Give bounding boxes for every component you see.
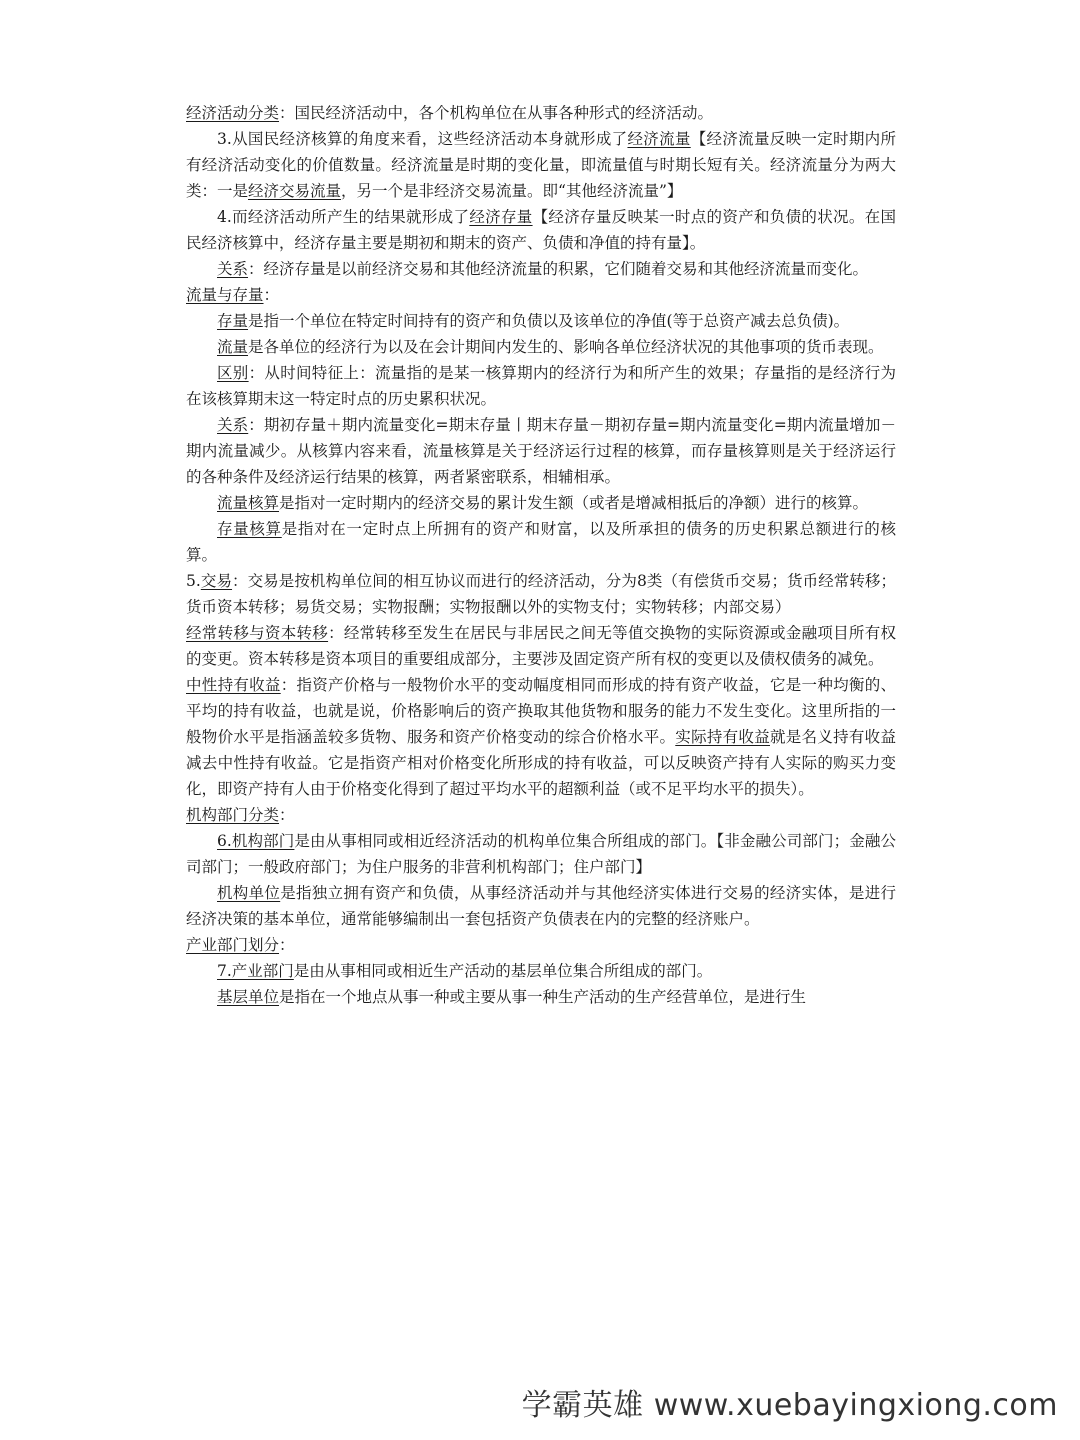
- text-run: ：从时间特征上：流量指的是某一核算期内的经济行为和所产生的效果；存量指的是经济行为在该核算期末这一特定时点的历史累积状况。: [186, 364, 896, 408]
- underlined-term: 机构单位: [217, 884, 281, 902]
- text-run: 4.而经济活动所产生的结果就形成了: [217, 208, 470, 226]
- paragraph: [186, 282, 896, 308]
- text-run: 就是名义持有收益减去中性持有收益。它是指资产相对价格变化所形成的持有收益，可以反映资产持有人实际的购买力变化，即资产持有人由于价格变化得到了超过平均水平的超额利益（或不足平均水平的损失）。: [186, 728, 896, 798]
- paragraph: [186, 516, 896, 568]
- paragraph: [186, 334, 896, 360]
- text-run: 是由从事相同或相近经济活动的机构单位集合所组成的部门。【非金融公司部门；金融公司部门；一般政府部门；为住户服务的非营利机构部门；住户部门】: [186, 832, 896, 876]
- text-run: 是指对一定时期内的经济交易的累计发生额（或者是增减相抵后的净额）进行的核算。: [279, 494, 869, 512]
- text-run: ：经常转移至发生在居民与非居民之间无等值交换物的实际资源或金融项目所有权的变更。资本转移是资本项目的重要组成部分，主要涉及固定资产所有权的变更以及债权债务的减免。: [186, 624, 896, 668]
- text-run: 5.: [186, 572, 201, 590]
- text-run: ：经济存量是以前经济交易和其他经济流量的积累，它们随着交易和其他经济流量而变化。: [248, 260, 869, 278]
- text-run: 是指独立拥有资产和负债，从事经济活动并与其他经济实体进行交易的经济实体，是进行经济决策的基本单位，通常能够编制出一套包括资产负债表在内的完整的经济账户。: [186, 884, 896, 928]
- document-body: [186, 100, 896, 1010]
- paragraph: [186, 880, 896, 932]
- text-run: ：期初存量＋期内流量变化=期末存量丨期末存量－期初存量=期内流量变化=期内流量增加－期内流量减少。从核算内容来看，流量核算是关于经济运行过程的核算，而存量核算则是关于经济运行的各种条件及经济运行结果的核算，两者紧密联系，相辅相承。: [186, 416, 896, 486]
- paragraph: [186, 100, 896, 126]
- paragraph: [186, 828, 896, 880]
- paragraph: [186, 360, 896, 412]
- underlined-term: 交易: [200, 572, 233, 590]
- underlined-term: 7.产业部门: [217, 962, 294, 980]
- text-run: ：国民经济活动中，各个机构单位在从事各种形式的经济活动。: [279, 104, 714, 122]
- text-run: ：交易是按机构单位间的相互协议而进行的经济活动，分为8类（有偿货币交易；货币经常转移；货币资本转移；易货交易；实物报酬；实物报酬以外的实物支付；实物转移；内部交易）: [186, 572, 896, 616]
- paragraph: [186, 984, 896, 1010]
- text-run: ：: [279, 936, 295, 954]
- paragraph: [186, 802, 896, 828]
- text-run: ，另一个是非经济交易流量。即“其他经济流量”】: [341, 182, 683, 200]
- underlined-term: 机构部门分类: [186, 806, 280, 824]
- underlined-term: 经常转移与资本转移: [186, 624, 329, 642]
- underlined-term: 基层单位: [217, 988, 280, 1006]
- paragraph: [186, 932, 896, 958]
- underlined-term: 区别: [217, 364, 249, 382]
- text-run: 是指在一个地点从事一种或主要从事一种生产活动的生产经营单位，是进行生: [279, 988, 807, 1006]
- underlined-term: 关系: [217, 416, 249, 434]
- text-run: 是指一个单位在特定时间持有的资产和负债以及该单位的净值(等于总资产减去总负债)。: [248, 312, 850, 330]
- paragraph: [186, 672, 896, 802]
- underlined-term: 关系: [217, 260, 249, 278]
- paragraph: [186, 256, 896, 282]
- paragraph: [186, 958, 896, 984]
- paragraph: [186, 126, 896, 204]
- underlined-term: 存量: [217, 312, 249, 330]
- text-run: ：指资产价格与一般物价水平的变动幅度相同而形成的持有资产收益，它是一种均衡的、平均的持有收益，也就是说，价格影响后的资产换取其他货物和服务的能力不发生变化。这里所指的一般物价水平是指涵盖较多货物、服务和资产价格变动的综合价格水平。: [186, 676, 896, 746]
- underlined-term: 中性持有收益: [186, 676, 281, 694]
- text-run: ：: [279, 806, 295, 824]
- text-run: ：: [263, 286, 280, 304]
- underlined-term: 经济流量: [627, 130, 691, 148]
- underlined-term: 存量核算: [217, 520, 282, 538]
- underlined-term: 经济交易流量: [248, 182, 342, 200]
- text-run: 是指对在一定时点上所拥有的资产和财富，以及所承担的债务的历史积累总额进行的核算。: [186, 520, 896, 564]
- text-run: 【经济流量反映一定时期内所有经济活动变化的价值数量。经济流量是时期的变化量，即流量值与时期长短有关。经济流量分为两大类：一是: [186, 130, 896, 200]
- underlined-term: 经济活动分类: [186, 104, 280, 122]
- text-run: 3.从国民经济核算的角度来看，这些经济活动本身就形成了: [217, 130, 628, 148]
- underlined-term: 经济存量: [469, 208, 533, 226]
- text-run: 【经济存量反映某一时点的资产和负债的状况。在国民经济核算中，经济存量主要是期初和期末的资产、负债和净值的持有量】。: [186, 208, 896, 252]
- text-run: 是由从事相同或相近生产活动的基层单位集合所组成的部门。: [293, 962, 713, 980]
- underlined-term: 流量核算: [217, 494, 280, 512]
- paragraph: [186, 490, 896, 516]
- paragraph: [186, 620, 896, 672]
- paragraph: [186, 412, 896, 490]
- underlined-term: 产业部门划分: [186, 936, 280, 954]
- underlined-term: 实际持有收益: [675, 728, 770, 746]
- paragraph: [186, 204, 896, 256]
- underlined-term: 流量: [217, 338, 249, 356]
- paragraph: [186, 568, 896, 620]
- text-run: 是各单位的经济行为以及在会计期间内发生的、影响各单位经济状况的其他事项的货币表现。: [248, 338, 884, 356]
- underlined-term: 6.机构部门: [217, 832, 295, 850]
- watermark: 学霸英雄 www.xuebayingxiong.com: [521, 1388, 1058, 1423]
- underlined-term: 流量与存量: [186, 286, 264, 304]
- paragraph: [186, 308, 896, 334]
